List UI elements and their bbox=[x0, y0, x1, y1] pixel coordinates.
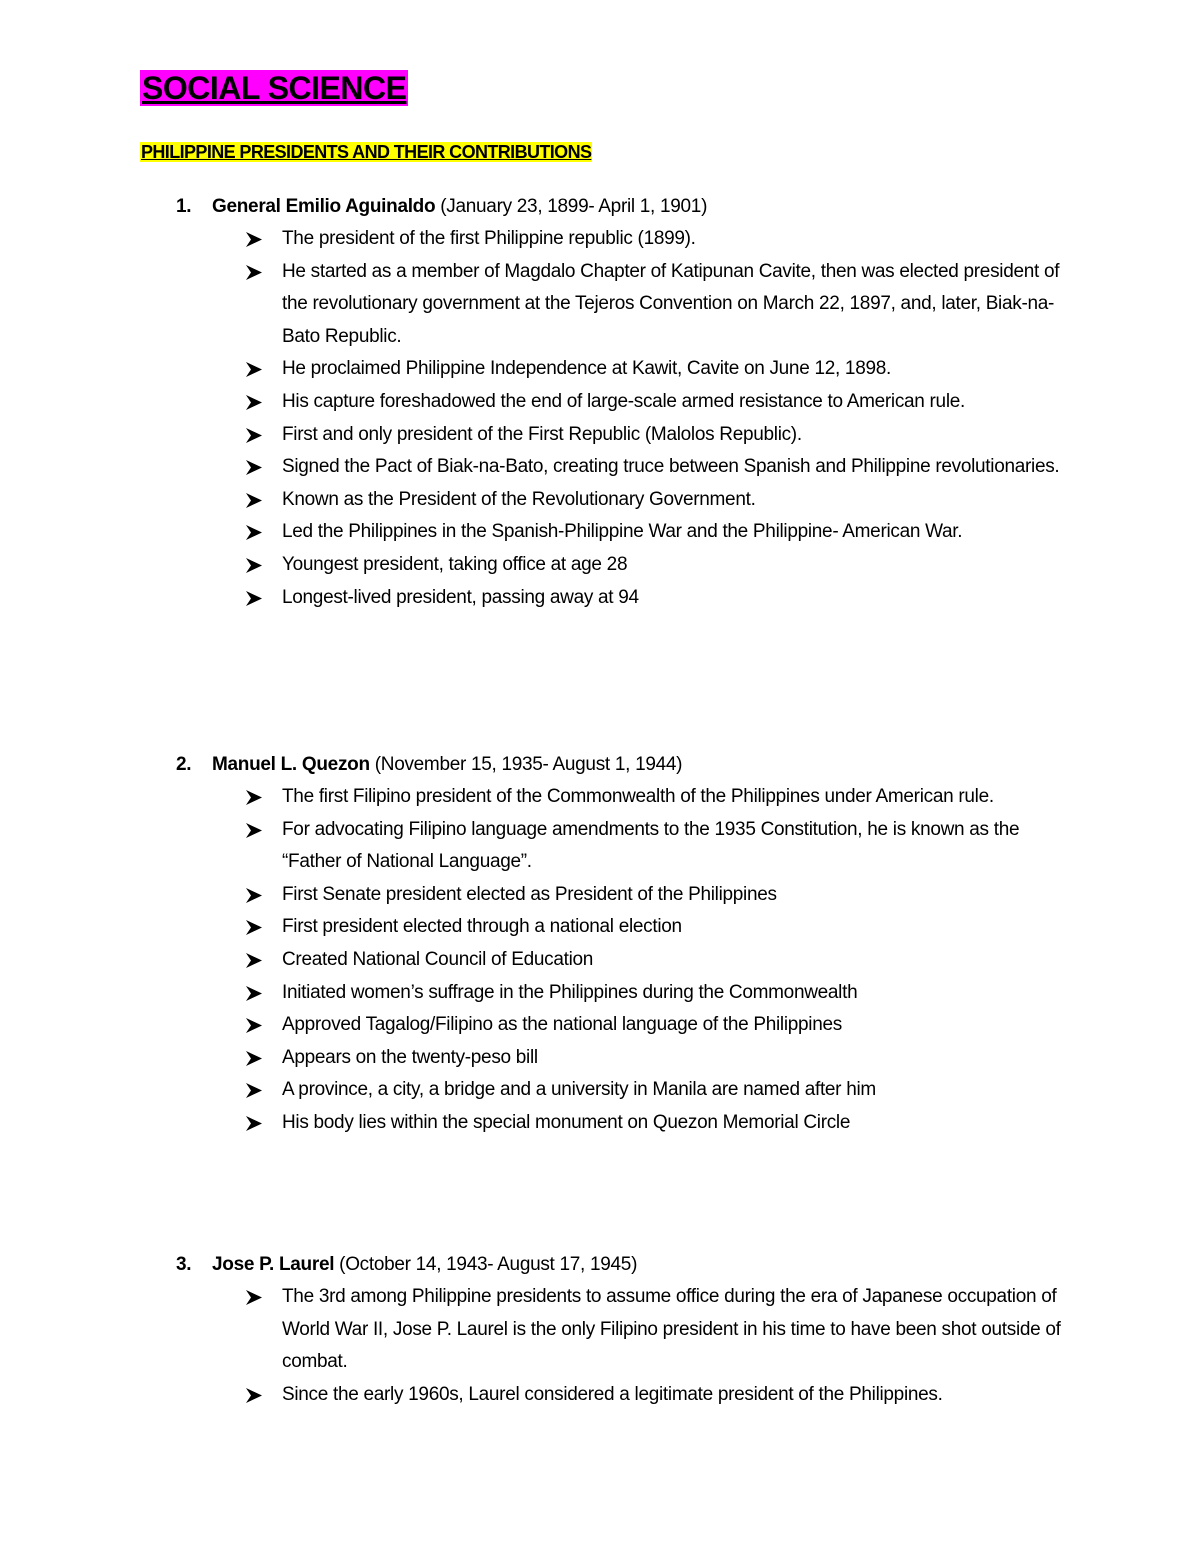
list-number: 2. bbox=[176, 754, 192, 775]
president-section-1 bbox=[140, 190, 1080, 614]
contribution-text: First president elected through a national election bbox=[282, 916, 682, 938]
president-term: (January 23, 1899- April 1, 1901) bbox=[440, 196, 708, 217]
contribution-text: First Senate president elected as President of the Philippines bbox=[282, 883, 777, 905]
contribution-item bbox=[140, 1107, 1080, 1140]
arrowhead-bullet-icon bbox=[246, 460, 262, 475]
contribution-item bbox=[140, 781, 1080, 814]
page-title-text: SOCIAL SCIENCE bbox=[142, 70, 407, 106]
contribution-item bbox=[140, 353, 1080, 386]
contribution-text: First and only president of the First Republic (Malolos Republic). bbox=[282, 423, 802, 445]
arrowhead-bullet-icon bbox=[246, 362, 262, 377]
contribution-text: Approved Tagalog/Filipino as the national language of the Philippines bbox=[282, 1014, 842, 1036]
contribution-list bbox=[140, 223, 1080, 614]
arrowhead-bullet-icon bbox=[246, 888, 262, 903]
arrowhead-bullet-icon bbox=[246, 953, 262, 968]
arrowhead-bullet-icon bbox=[246, 395, 262, 410]
contribution-item bbox=[140, 419, 1080, 452]
section-subtitle-text: PHILIPPINE PRESIDENTS AND THEIR CONTRIBUTIONS bbox=[141, 142, 592, 162]
page-title bbox=[140, 66, 408, 110]
contribution-item bbox=[140, 911, 1080, 944]
list-number: 3. bbox=[176, 1254, 192, 1275]
arrowhead-bullet-icon bbox=[246, 591, 262, 606]
arrowhead-bullet-icon bbox=[246, 1388, 262, 1403]
contribution-list bbox=[140, 1281, 1080, 1411]
contribution-item bbox=[140, 977, 1080, 1010]
contribution-item bbox=[140, 451, 1080, 484]
contribution-item bbox=[140, 256, 1080, 354]
contribution-item bbox=[140, 1379, 1080, 1412]
president-name: General Emilio Aguinaldo bbox=[212, 196, 436, 217]
contribution-text: Since the early 1960s, Laurel considered a legitimate president of the Philippines. bbox=[282, 1383, 943, 1405]
arrowhead-bullet-icon bbox=[246, 1116, 262, 1131]
contribution-text: His capture foreshadowed the end of large-scale armed resistance to American rule. bbox=[282, 390, 965, 412]
arrowhead-bullet-icon bbox=[246, 493, 262, 508]
contribution-text: The 3rd among Philippine presidents to assume office during the era of Japanese occupation of World War II, Jose P. Laurel is the only Filipino president in his time to have been shot outside of combat. bbox=[282, 1286, 1061, 1373]
contribution-text: He started as a member of Magdalo Chapter of Katipunan Cavite, then was elected president of the revolutionary government at the Tejeros Convention on March 22, 1897, and, later, Biak-na-Bato Republic. bbox=[282, 260, 1060, 347]
arrowhead-bullet-icon bbox=[246, 428, 262, 443]
section-subtitle bbox=[140, 138, 592, 166]
president-term: (November 15, 1935- August 1, 1944) bbox=[374, 754, 683, 775]
arrowhead-bullet-icon bbox=[246, 558, 262, 573]
arrowhead-bullet-icon bbox=[246, 1083, 262, 1098]
president-heading bbox=[140, 748, 1080, 781]
contribution-text: Known as the President of the Revolutionary Government. bbox=[282, 488, 756, 510]
contribution-item bbox=[140, 814, 1080, 879]
arrowhead-bullet-icon bbox=[246, 1051, 262, 1066]
president-name: Manuel L. Quezon bbox=[212, 754, 370, 775]
contribution-item bbox=[140, 1074, 1080, 1107]
arrowhead-bullet-icon bbox=[246, 986, 262, 1001]
contribution-text: The president of the first Philippine republic (1899). bbox=[282, 228, 696, 249]
contribution-text: Longest-lived president, passing away at 94 bbox=[282, 586, 639, 608]
contribution-item bbox=[140, 1281, 1080, 1379]
contribution-text: Led the Philippines in the Spanish-Philippine War and the Philippine- American War. bbox=[282, 521, 963, 543]
contribution-item bbox=[140, 582, 1080, 615]
contribution-text: The first Filipino president of the Commonwealth of the Philippines under American rule. bbox=[282, 786, 994, 807]
arrowhead-bullet-icon bbox=[246, 790, 262, 805]
arrowhead-bullet-icon bbox=[246, 823, 262, 838]
contribution-item bbox=[140, 879, 1080, 912]
contribution-text: Created National Council of Education bbox=[282, 948, 594, 970]
contribution-item bbox=[140, 516, 1080, 549]
contribution-item bbox=[140, 1009, 1080, 1042]
contribution-item bbox=[140, 1042, 1080, 1075]
contribution-text: His body lies within the special monument on Quezon Memorial Circle bbox=[282, 1111, 851, 1133]
list-number: 1. bbox=[176, 196, 192, 217]
arrowhead-bullet-icon bbox=[246, 525, 262, 540]
president-section-3 bbox=[140, 1248, 1080, 1411]
contribution-text: Initiated women’s suffrage in the Philippines during the Commonwealth bbox=[282, 981, 858, 1003]
president-name: Jose P. Laurel bbox=[212, 1254, 335, 1275]
president-heading bbox=[140, 190, 1080, 223]
arrowhead-bullet-icon bbox=[246, 265, 262, 280]
contribution-text: He proclaimed Philippine Independence at Kawit, Cavite on June 12, 1898. bbox=[282, 358, 891, 380]
president-heading bbox=[140, 1248, 1080, 1281]
contribution-text: A province, a city, a bridge and a university in Manila are named after him bbox=[282, 1079, 876, 1101]
arrowhead-bullet-icon bbox=[246, 920, 262, 935]
contribution-list bbox=[140, 781, 1080, 1140]
contribution-item bbox=[140, 223, 1080, 256]
contribution-text: For advocating Filipino language amendments to the 1935 Constitution, he is known as the “Father of National Language”. bbox=[282, 818, 1020, 873]
arrowhead-bullet-icon bbox=[246, 1018, 262, 1033]
contribution-text: Signed the Pact of Biak-na-Bato, creating truce between Spanish and Philippine revolutionaries. bbox=[282, 456, 1060, 478]
contribution-item bbox=[140, 944, 1080, 977]
contribution-item bbox=[140, 484, 1080, 517]
contribution-item bbox=[140, 386, 1080, 419]
arrowhead-bullet-icon bbox=[246, 1290, 262, 1305]
president-section-2 bbox=[140, 748, 1080, 1140]
contribution-text: Appears on the twenty-peso bill bbox=[282, 1046, 538, 1068]
contribution-text: Youngest president, taking office at age 28 bbox=[282, 553, 628, 575]
president-term: (October 14, 1943- August 17, 1945) bbox=[339, 1254, 638, 1275]
arrowhead-bullet-icon bbox=[246, 232, 262, 247]
contribution-item bbox=[140, 549, 1080, 582]
